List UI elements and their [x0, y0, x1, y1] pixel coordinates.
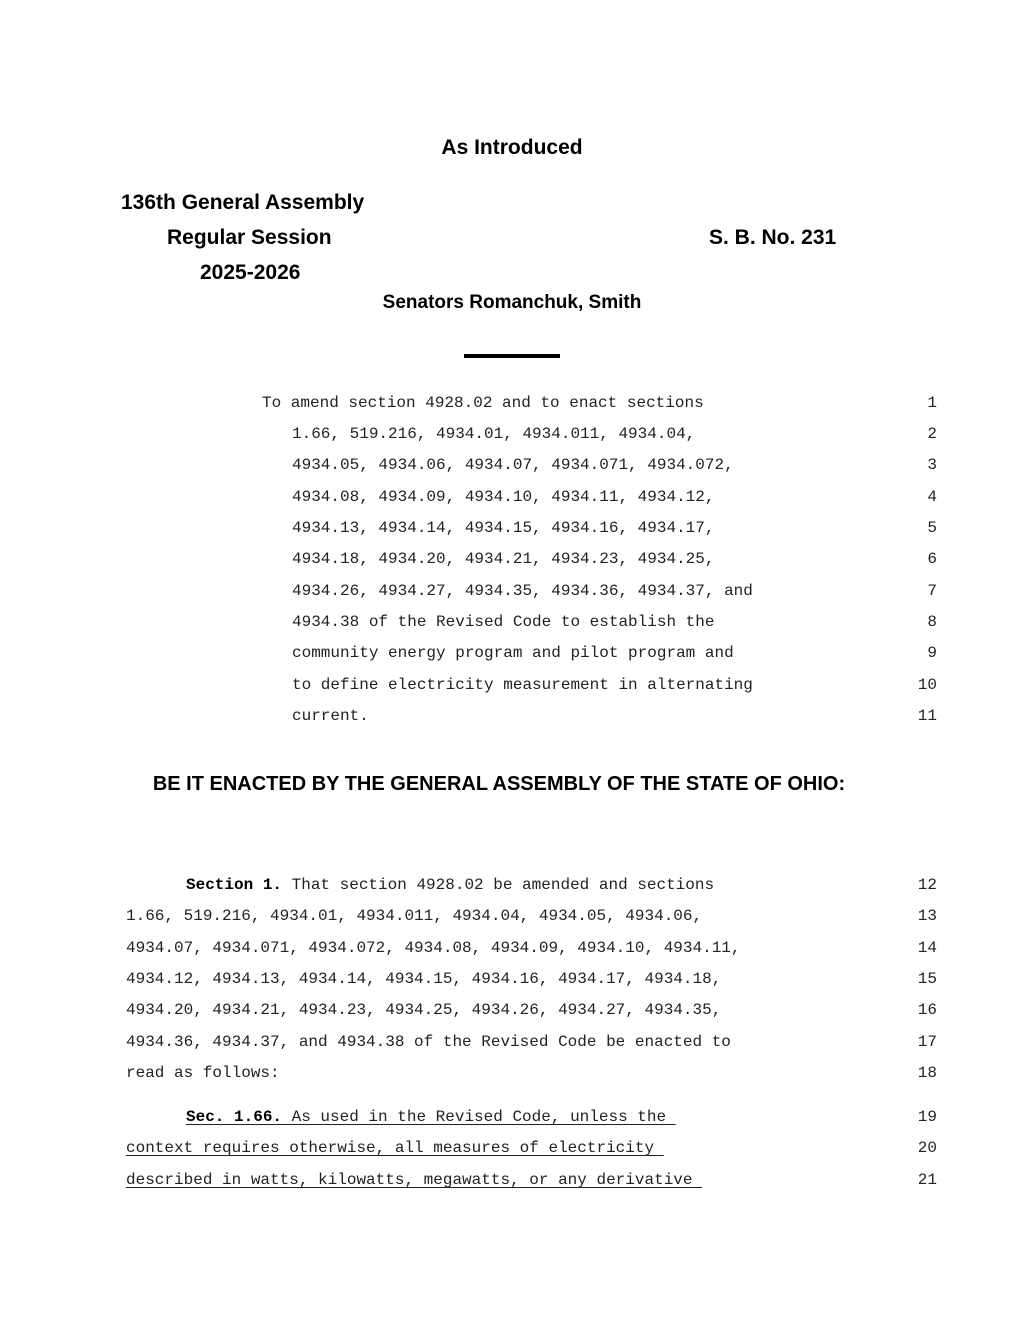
title-line: To amend section 4928.02 and to enact sections	[262, 394, 704, 412]
title-line: 1.66, 519.216, 4934.01, 4934.011, 4934.04,	[292, 425, 696, 443]
section-line: 4934.20, 4934.21, 4934.23, 4934.25, 4934.26, 4934.27, 4934.35,	[126, 1001, 722, 1019]
line-number: 4	[927, 488, 937, 506]
title-line: community energy program and pilot program and	[292, 644, 734, 662]
sponsors: Senators Romanchuk, Smith	[382, 292, 642, 313]
line-number: 18	[917, 1064, 937, 1082]
section-1-first-line	[186, 876, 714, 894]
bill-number: S. B. No. 231	[709, 226, 837, 249]
line-number: 11	[917, 707, 937, 725]
section-line: 4934.07, 4934.071, 4934.072, 4934.08, 4934.09, 4934.10, 4934.11,	[126, 939, 741, 957]
line-number: 5	[927, 519, 937, 537]
title-line: 4934.08, 4934.09, 4934.10, 4934.11, 4934.12,	[292, 488, 715, 506]
line-number: 17	[917, 1033, 937, 1051]
title-line: 4934.05, 4934.06, 4934.07, 4934.071, 4934.072,	[292, 456, 734, 474]
section-heading: Section 1.	[186, 876, 283, 894]
title-line: to define electricity measurement in alternating	[292, 676, 753, 694]
line-number: 7	[927, 582, 937, 600]
line-number: 6	[927, 550, 937, 568]
line-number: 21	[917, 1171, 937, 1189]
header-divider	[464, 354, 560, 358]
line-number: 3	[927, 456, 937, 474]
line-number: 20	[917, 1139, 937, 1157]
title-line: 4934.26, 4934.27, 4934.35, 4934.36, 4934.37, and	[292, 582, 753, 600]
section-line: context requires otherwise, all measures of electricity	[126, 1139, 664, 1157]
title-line: 4934.38 of the Revised Code to establish the	[292, 613, 715, 631]
sec-1-66-first-line	[186, 1108, 676, 1126]
section-line: read as follows:	[126, 1064, 280, 1082]
enacting-clause: BE IT ENACTED BY THE GENERAL ASSEMBLY OF THE STATE OF OHIO:	[152, 773, 846, 795]
line-number: 19	[917, 1108, 937, 1126]
line-number: 13	[917, 907, 937, 925]
line-number: 16	[917, 1001, 937, 1019]
line-number: 14	[917, 939, 937, 957]
session-name: Regular Session	[167, 226, 332, 249]
line-number: 12	[917, 876, 937, 894]
line-number: 9	[927, 644, 937, 662]
line-number: 8	[927, 613, 937, 631]
general-assembly: 136th General Assembly	[121, 191, 365, 214]
section-line: 1.66, 519.216, 4934.01, 4934.011, 4934.04, 4934.05, 4934.06,	[126, 907, 703, 925]
title-line: current.	[292, 707, 369, 725]
title-line: 4934.13, 4934.14, 4934.15, 4934.16, 4934.17,	[292, 519, 715, 537]
line-number: 15	[917, 970, 937, 988]
section-text: As used in the Revised Code, unless the	[282, 1108, 676, 1126]
line-number: 2	[927, 425, 937, 443]
section-heading: Sec. 1.66.	[186, 1108, 283, 1126]
bill-status: As Introduced	[441, 136, 583, 159]
section-text: That section 4928.02 be amended and sections	[282, 876, 715, 894]
session-years: 2025-2026	[200, 261, 301, 284]
section-line: 4934.12, 4934.13, 4934.14, 4934.15, 4934.16, 4934.17, 4934.18,	[126, 970, 722, 988]
section-line: described in watts, kilowatts, megawatts, or any derivative	[126, 1171, 703, 1189]
line-number: 10	[917, 676, 937, 694]
line-number: 1	[927, 394, 937, 412]
title-line: 4934.18, 4934.20, 4934.21, 4934.23, 4934.25,	[292, 550, 715, 568]
section-line: 4934.36, 4934.37, and 4934.38 of the Revised Code be enacted to	[126, 1033, 731, 1051]
